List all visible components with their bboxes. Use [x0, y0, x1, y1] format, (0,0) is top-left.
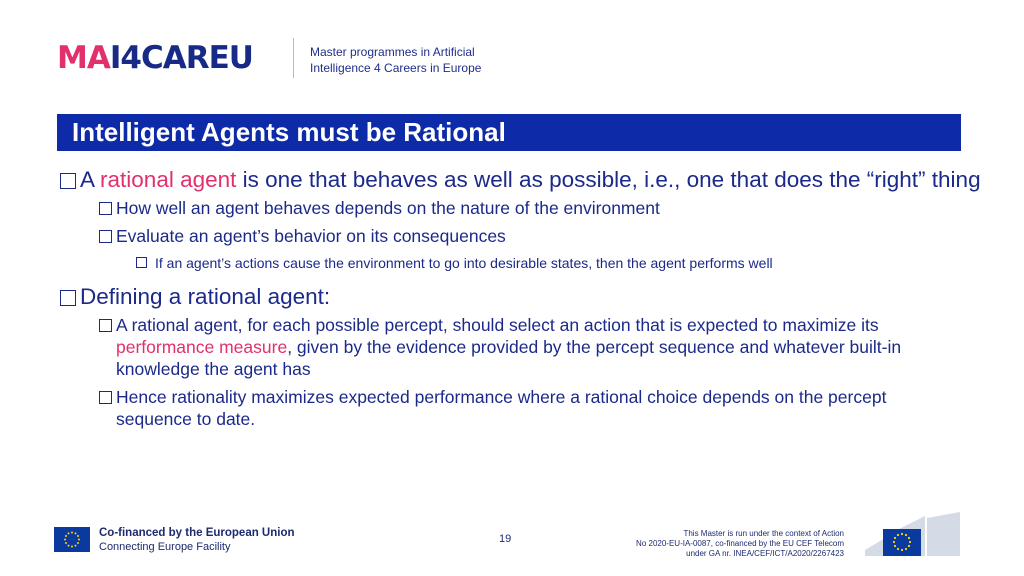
sub-bullet-environment: How well an agent behaves depends on the nature of the environment: [0, 197, 956, 219]
sub-bullet-consequences: Evaluate an agent’s behavior on its consequences: [0, 225, 956, 247]
checkbox-bullet-icon: [99, 202, 112, 215]
tagline-line-2: Intelligence 4 Careers in Europe: [310, 61, 482, 75]
european-commission-logo-icon: [865, 512, 960, 560]
sub-bullet-rationality: Hence rationality maximizes expected performance where a rational choice depends on the percept sequence to date.: [0, 386, 956, 430]
header-tagline: [310, 44, 481, 76]
checkbox-bullet-icon: [60, 290, 76, 306]
logo-divider: [293, 38, 294, 78]
slide-title: Intelligent Agents must be Rational: [72, 117, 506, 147]
funding-footnote: This Master is run under the context of Action No 2020-EU-IA-0087, co-financed by the EU CEF Telecom under GA nr. INEA/CEF/ICT/A2020/2267423: [636, 529, 844, 558]
checkbox-bullet-icon: [99, 319, 112, 332]
sub-sub-bullet-desirable-states: If an agent’s actions cause the environment to go into desirable states, then the agent performs well: [0, 253, 1024, 273]
page-number: 19: [499, 533, 512, 545]
tagline-line-1: Master programmes in Artificial: [310, 45, 475, 59]
slide-title-bar: [57, 114, 961, 151]
bullet-rational-agent: A rational agent is one that behaves as well as possible, i.e., one that does the “right” thing: [0, 166, 1024, 193]
eu-flag-icon: [54, 527, 90, 552]
sub-bullet-performance-measure: A rational agent, for each possible percept, should select an action that is expected to maximize its performance measure, given by the evidence provided by the percept sequence and whatever built-in knowledge the agent has: [0, 314, 956, 380]
slide-content: [0, 166, 1024, 436]
eu-cofinance-text: [99, 526, 295, 554]
checkbox-bullet-icon: [60, 173, 76, 189]
mai4careu-logo: MAI4CAREU: [57, 40, 253, 76]
cofinanced-label: Co-financed by the European Union: [99, 527, 295, 539]
checkbox-bullet-icon: [99, 230, 112, 243]
checkbox-bullet-icon: [99, 391, 112, 404]
checkbox-bullet-icon: [136, 257, 147, 268]
bullet-defining-rational-agent: Defining a rational agent:: [0, 283, 1024, 310]
facility-label: Connecting Europe Facility: [99, 541, 231, 553]
